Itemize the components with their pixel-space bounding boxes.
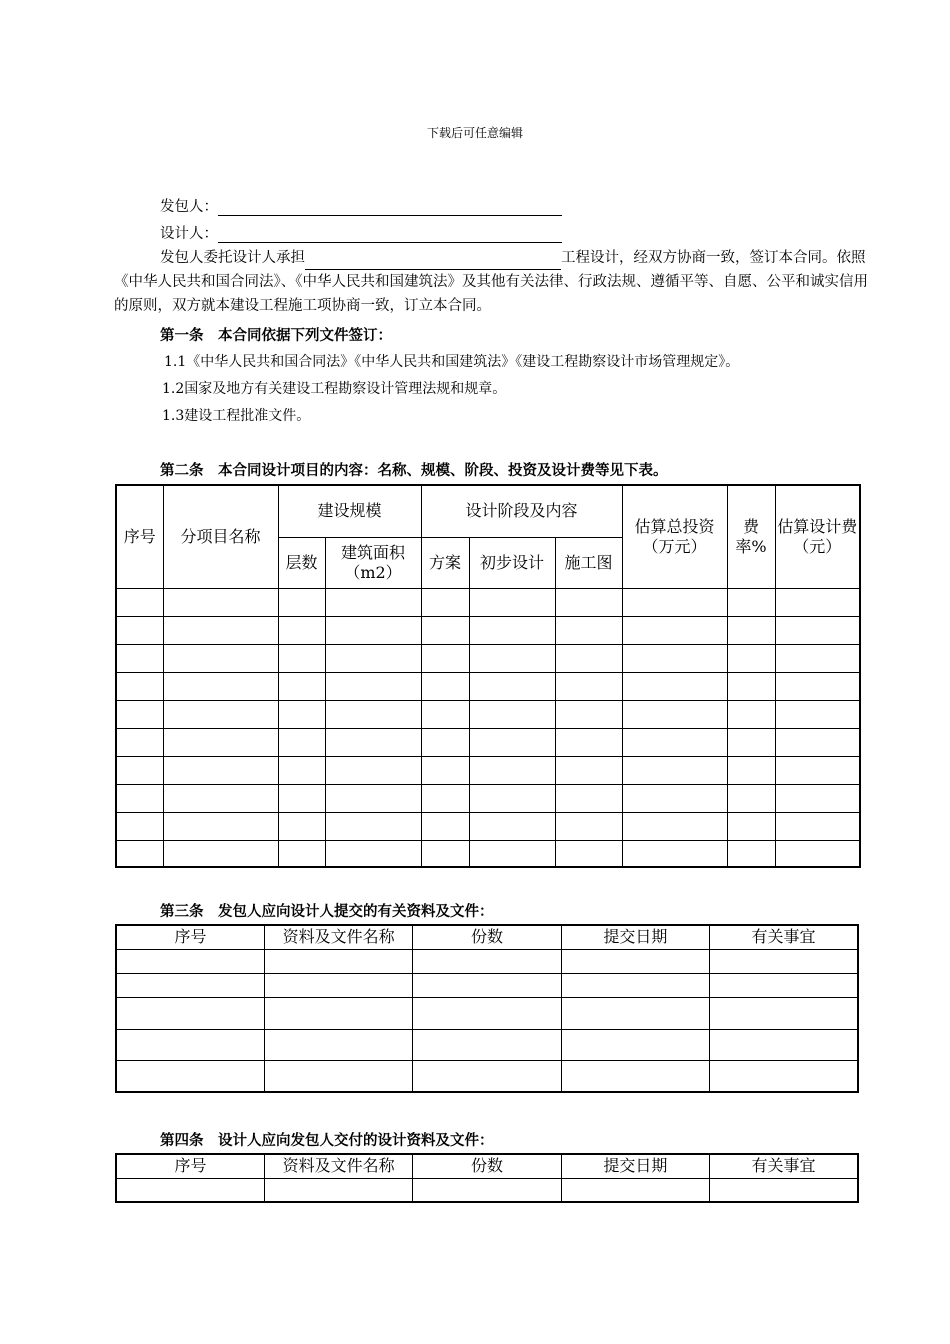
t2-header-date: 提交日期 bbox=[561, 925, 709, 949]
t3-header-date: 提交日期 bbox=[561, 1154, 709, 1178]
article1-item: 1.1《中华人民共和国合同法》《中华人民共和国建筑法》《建设工程勘察设计市场管理规定》。 bbox=[164, 354, 740, 370]
table-cell[interactable] bbox=[727, 784, 775, 812]
table-cell[interactable] bbox=[775, 728, 860, 756]
table-row bbox=[116, 588, 860, 616]
article3-title: 第三条 发包人应向设计人提交的有关资料及文件： bbox=[160, 904, 494, 920]
table-row bbox=[116, 672, 860, 700]
table-cell[interactable] bbox=[421, 812, 469, 840]
table-row bbox=[116, 1178, 858, 1202]
table-row bbox=[116, 840, 860, 867]
table-cell[interactable] bbox=[413, 973, 561, 997]
table-cell[interactable] bbox=[278, 840, 325, 867]
intro-paragraph bbox=[114, 246, 874, 318]
table-cell[interactable] bbox=[278, 728, 325, 756]
table-cell[interactable] bbox=[775, 644, 860, 672]
table-cell[interactable] bbox=[561, 949, 709, 973]
table-cell[interactable] bbox=[555, 616, 622, 644]
table-cell[interactable] bbox=[116, 973, 264, 997]
table-cell[interactable] bbox=[775, 672, 860, 700]
table-cell[interactable] bbox=[116, 949, 264, 973]
table-cell[interactable] bbox=[278, 588, 325, 616]
table-cell[interactable] bbox=[622, 840, 727, 867]
header-floors: 层数 bbox=[278, 537, 325, 588]
table-cell[interactable] bbox=[116, 1060, 264, 1092]
table-cell[interactable] bbox=[163, 728, 278, 756]
intro-part1: 发包人委托设计人承担 bbox=[160, 250, 305, 266]
article4-title: 第四条 设计人应向发包人交付的设计资料及文件： bbox=[160, 1133, 494, 1149]
designer-documents-body bbox=[116, 1178, 858, 1202]
header-investment: 估算总投资（万元） bbox=[622, 485, 727, 588]
table-cell[interactable] bbox=[264, 949, 412, 973]
table-cell[interactable] bbox=[710, 1178, 858, 1202]
table-row bbox=[116, 997, 858, 1029]
table-cell[interactable] bbox=[116, 728, 163, 756]
client-documents-table bbox=[115, 924, 859, 1093]
header-rate: 费率% bbox=[727, 485, 775, 588]
table-cell[interactable] bbox=[116, 997, 264, 1029]
table-cell[interactable] bbox=[775, 812, 860, 840]
table-cell[interactable] bbox=[622, 812, 727, 840]
table-row bbox=[116, 949, 858, 973]
table-cell[interactable] bbox=[622, 672, 727, 700]
t3-header-name: 资料及文件名称 bbox=[264, 1154, 412, 1178]
table-cell[interactable] bbox=[325, 644, 421, 672]
table-cell[interactable] bbox=[278, 644, 325, 672]
table-cell[interactable] bbox=[555, 784, 622, 812]
table-row bbox=[116, 784, 860, 812]
table-cell[interactable] bbox=[727, 756, 775, 784]
article1-item: 1.2国家及地方有关建设工程勘察设计管理法规和规章。 bbox=[162, 381, 507, 397]
table-cell[interactable] bbox=[555, 728, 622, 756]
table-cell[interactable] bbox=[421, 840, 469, 867]
table-cell[interactable] bbox=[421, 644, 469, 672]
table-cell[interactable] bbox=[469, 616, 555, 644]
table-cell[interactable] bbox=[555, 588, 622, 616]
table-cell[interactable] bbox=[727, 812, 775, 840]
table-cell[interactable] bbox=[264, 1029, 412, 1060]
header-seq: 序号 bbox=[116, 485, 163, 588]
client-label: 发包人： bbox=[160, 199, 218, 215]
intro-part2: 工程设计，经双方协商一致，签订本合同。依照《中华人民共和国合同法》、《中华人民共和国建筑法》及其他有关法律、行政法规、遵循平等、自愿、公平和诚实信用的原则，双方就本建设工程施工项协商一致，订立本合同。 bbox=[114, 250, 868, 314]
header-stage: 设计阶段及内容 bbox=[421, 485, 622, 537]
table-cell[interactable] bbox=[325, 672, 421, 700]
table-cell[interactable] bbox=[622, 616, 727, 644]
table-cell[interactable] bbox=[278, 672, 325, 700]
designer-line bbox=[160, 222, 562, 243]
table-cell[interactable] bbox=[622, 588, 727, 616]
table-cell[interactable] bbox=[555, 672, 622, 700]
table-cell[interactable] bbox=[278, 700, 325, 728]
designer-label: 设计人： bbox=[160, 226, 218, 242]
table-cell[interactable] bbox=[622, 644, 727, 672]
designer-blank[interactable] bbox=[218, 228, 562, 243]
table-row bbox=[116, 756, 860, 784]
table-cell[interactable] bbox=[469, 700, 555, 728]
table-cell[interactable] bbox=[325, 784, 421, 812]
header-prelim: 初步设计 bbox=[469, 537, 555, 588]
t3-header-seq: 序号 bbox=[116, 1154, 264, 1178]
client-blank[interactable] bbox=[218, 201, 562, 216]
table-cell[interactable] bbox=[163, 672, 278, 700]
table-row bbox=[116, 728, 860, 756]
table-cell[interactable] bbox=[727, 644, 775, 672]
table-cell[interactable] bbox=[561, 997, 709, 1029]
table-cell[interactable] bbox=[727, 616, 775, 644]
table-cell[interactable] bbox=[325, 588, 421, 616]
table-cell[interactable] bbox=[469, 756, 555, 784]
table-cell[interactable] bbox=[421, 728, 469, 756]
table-cell[interactable] bbox=[710, 1029, 858, 1060]
table-cell[interactable] bbox=[163, 812, 278, 840]
client-documents-body bbox=[116, 949, 858, 1092]
table-cell[interactable] bbox=[116, 644, 163, 672]
table-cell[interactable] bbox=[561, 1029, 709, 1060]
table-cell[interactable] bbox=[555, 840, 622, 867]
table-cell[interactable] bbox=[325, 700, 421, 728]
table-cell[interactable] bbox=[421, 588, 469, 616]
t2-header-notes: 有关事宜 bbox=[710, 925, 858, 949]
table-cell[interactable] bbox=[325, 756, 421, 784]
table-cell[interactable] bbox=[163, 840, 278, 867]
table-cell[interactable] bbox=[469, 840, 555, 867]
table-cell[interactable] bbox=[775, 700, 860, 728]
table-cell[interactable] bbox=[727, 728, 775, 756]
table-cell[interactable] bbox=[469, 784, 555, 812]
table-cell[interactable] bbox=[555, 700, 622, 728]
table-row bbox=[116, 1029, 858, 1060]
table-cell[interactable] bbox=[727, 700, 775, 728]
table-cell[interactable] bbox=[421, 616, 469, 644]
table-cell[interactable] bbox=[264, 1178, 412, 1202]
design-items-body bbox=[116, 588, 860, 867]
table-cell[interactable] bbox=[469, 588, 555, 616]
table-cell[interactable] bbox=[116, 840, 163, 867]
table-row bbox=[116, 616, 860, 644]
table-cell[interactable] bbox=[116, 784, 163, 812]
table-cell[interactable] bbox=[163, 784, 278, 812]
article1-item: 1.3建设工程批准文件。 bbox=[162, 408, 311, 424]
table-cell[interactable] bbox=[561, 973, 709, 997]
table-cell[interactable] bbox=[622, 784, 727, 812]
table-cell[interactable] bbox=[775, 840, 860, 867]
table-cell[interactable] bbox=[163, 616, 278, 644]
table-cell[interactable] bbox=[727, 840, 775, 867]
table-cell[interactable] bbox=[622, 700, 727, 728]
table-cell[interactable] bbox=[264, 973, 412, 997]
table-cell[interactable] bbox=[163, 756, 278, 784]
table-cell[interactable] bbox=[421, 784, 469, 812]
table-cell[interactable] bbox=[421, 700, 469, 728]
table-cell[interactable] bbox=[413, 1178, 561, 1202]
table-cell[interactable] bbox=[421, 756, 469, 784]
table-cell[interactable] bbox=[561, 1178, 709, 1202]
table-cell[interactable] bbox=[727, 588, 775, 616]
designer-documents-table bbox=[115, 1153, 859, 1203]
header-scale: 建设规模 bbox=[278, 485, 421, 537]
table-cell[interactable] bbox=[413, 949, 561, 973]
table-row bbox=[116, 644, 860, 672]
table-cell[interactable] bbox=[710, 949, 858, 973]
table-cell[interactable] bbox=[325, 616, 421, 644]
table-row bbox=[116, 1060, 858, 1092]
table-cell[interactable] bbox=[775, 616, 860, 644]
header-fee: 估算设计费（元） bbox=[775, 485, 860, 588]
table-cell[interactable] bbox=[622, 756, 727, 784]
table-cell[interactable] bbox=[413, 1060, 561, 1092]
table-cell[interactable] bbox=[469, 644, 555, 672]
table-cell[interactable] bbox=[116, 1029, 264, 1060]
table-cell[interactable] bbox=[163, 644, 278, 672]
table-cell[interactable] bbox=[116, 672, 163, 700]
table-cell[interactable] bbox=[116, 700, 163, 728]
table-cell[interactable] bbox=[163, 700, 278, 728]
table-cell[interactable] bbox=[325, 812, 421, 840]
header-name: 分项目名称 bbox=[163, 485, 278, 588]
table-cell[interactable] bbox=[116, 588, 163, 616]
table-cell[interactable] bbox=[278, 812, 325, 840]
table-cell[interactable] bbox=[116, 756, 163, 784]
table-cell[interactable] bbox=[469, 728, 555, 756]
table-cell[interactable] bbox=[116, 812, 163, 840]
table-cell[interactable] bbox=[561, 1060, 709, 1092]
client-line bbox=[160, 195, 562, 216]
table-cell[interactable] bbox=[116, 616, 163, 644]
t2-header-copies: 份数 bbox=[413, 925, 561, 949]
header-note: 下载后可任意编辑 bbox=[426, 126, 523, 140]
header-construction: 施工图 bbox=[555, 537, 622, 588]
header-area: 建筑面积（m2） bbox=[325, 537, 421, 588]
table-cell[interactable] bbox=[710, 1060, 858, 1092]
table-cell[interactable] bbox=[622, 728, 727, 756]
t2-header-name: 资料及文件名称 bbox=[264, 925, 412, 949]
table-cell[interactable] bbox=[116, 1178, 264, 1202]
table-cell[interactable] bbox=[555, 756, 622, 784]
article2-title: 第二条 本合同设计项目的内容：名称、规模、阶段、投资及设计费等见下表。 bbox=[160, 463, 668, 479]
table-cell[interactable] bbox=[710, 973, 858, 997]
table-cell[interactable] bbox=[278, 756, 325, 784]
header-scheme: 方案 bbox=[421, 537, 469, 588]
table-cell[interactable] bbox=[264, 997, 412, 1029]
table-cell[interactable] bbox=[469, 812, 555, 840]
t3-header-notes: 有关事宜 bbox=[710, 1154, 858, 1178]
table-cell[interactable] bbox=[421, 672, 469, 700]
table-cell[interactable] bbox=[413, 997, 561, 1029]
design-items-table bbox=[115, 484, 861, 868]
table-cell[interactable] bbox=[469, 672, 555, 700]
t3-header-copies: 份数 bbox=[413, 1154, 561, 1178]
table-cell[interactable] bbox=[555, 812, 622, 840]
table-cell[interactable] bbox=[775, 784, 860, 812]
table-cell[interactable] bbox=[413, 1029, 561, 1060]
table-row bbox=[116, 700, 860, 728]
table-cell[interactable] bbox=[278, 616, 325, 644]
table-cell[interactable] bbox=[325, 728, 421, 756]
table-cell[interactable] bbox=[555, 644, 622, 672]
project-blank[interactable] bbox=[305, 254, 561, 270]
table-cell[interactable] bbox=[775, 588, 860, 616]
table-cell[interactable] bbox=[325, 840, 421, 867]
table-cell[interactable] bbox=[163, 588, 278, 616]
article1-title: 第一条 本合同依据下列文件签订： bbox=[160, 328, 392, 344]
table-row bbox=[116, 973, 858, 997]
table-row bbox=[116, 812, 860, 840]
table-cell[interactable] bbox=[775, 756, 860, 784]
table-cell[interactable] bbox=[278, 784, 325, 812]
table-cell[interactable] bbox=[264, 1060, 412, 1092]
table-cell[interactable] bbox=[710, 997, 858, 1029]
t2-header-seq: 序号 bbox=[116, 925, 264, 949]
table-cell[interactable] bbox=[727, 672, 775, 700]
